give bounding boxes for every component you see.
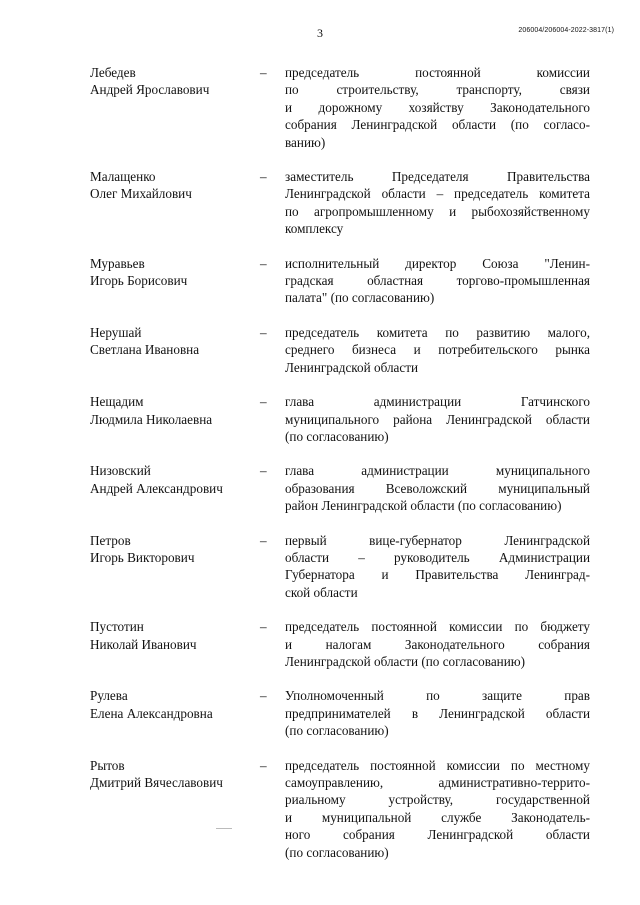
- position-line: градская областная торгово-промышленная: [285, 273, 590, 289]
- member-entry: [90, 532, 590, 602]
- member-entry: [90, 687, 590, 739]
- member-position: [285, 324, 590, 376]
- separator-dash: –: [260, 324, 267, 340]
- position-line: глава администрации Гатчинского: [285, 394, 590, 410]
- member-given-names: Игорь Викторович: [90, 549, 195, 565]
- member-position: [285, 757, 590, 861]
- separator-dash: –: [260, 255, 267, 271]
- member-surname: Нещадим: [90, 394, 144, 410]
- member-surname: Пустотин: [90, 619, 144, 635]
- position-line: (по согласованию): [285, 723, 389, 739]
- member-surname: Петров: [90, 532, 131, 548]
- document-id: 206004/206004-2022-3817(1): [518, 27, 614, 34]
- position-line: палата" (по согласованию): [285, 290, 435, 306]
- member-list: [90, 64, 590, 861]
- separator-dash: –: [260, 532, 267, 548]
- member-position: [285, 64, 590, 151]
- position-line: комплексу: [285, 221, 344, 237]
- member-surname: Низовский: [90, 463, 151, 479]
- member-given-names: Андрей Александрович: [90, 480, 223, 496]
- scan-mark: [216, 828, 232, 829]
- position-line: собрания Ленинградской области (по согласо-: [285, 117, 590, 133]
- member-surname: Муравьев: [90, 255, 145, 271]
- member-surname: Рулева: [90, 688, 128, 704]
- member-given-names: Олег Михайлович: [90, 186, 192, 202]
- member-position: [285, 255, 590, 307]
- member-entry: [90, 324, 590, 376]
- member-entry: [90, 64, 590, 151]
- position-line: председатель постоянной комиссии по местному: [285, 757, 590, 773]
- position-line: самоуправлению, административно-террито-: [285, 775, 590, 790]
- separator-dash: –: [260, 757, 267, 773]
- position-line: и дорожному хозяйству Законодательного: [285, 99, 590, 115]
- position-line: ской области: [285, 584, 358, 600]
- position-line: ванию): [285, 134, 326, 150]
- member-entry: [90, 393, 590, 445]
- position-line: муниципального района Ленинградской области: [285, 411, 590, 427]
- member-position: [285, 462, 590, 514]
- member-given-names: Елена Александровна: [90, 705, 213, 721]
- member-name: [90, 168, 255, 203]
- member-position: [285, 532, 590, 602]
- position-line: председатель комитета по развитию малого,: [285, 324, 590, 340]
- member-position: [285, 168, 590, 238]
- position-line: (по согласованию): [285, 844, 389, 860]
- position-line: области – руководитель Администрации: [285, 549, 590, 565]
- position-line: образования Всеволожский муниципальный: [285, 480, 590, 496]
- member-name: [90, 324, 255, 359]
- separator-dash: –: [260, 65, 267, 80]
- member-position: [285, 618, 590, 670]
- separator-dash: –: [260, 619, 267, 635]
- member-surname: Рытов: [90, 757, 125, 773]
- member-given-names: Дмитрий Вячеславович: [90, 775, 223, 790]
- member-entry: [90, 255, 590, 307]
- position-line: предпринимателей в Ленинградской области: [285, 705, 590, 721]
- separator-dash: –: [260, 688, 267, 704]
- position-line: первый вице-губернатор Ленинградской: [285, 532, 590, 548]
- position-line: (по согласованию): [285, 428, 389, 444]
- page-number: 3: [317, 26, 323, 40]
- position-line: ного собрания Ленинградской области: [285, 827, 590, 843]
- member-entry: [90, 618, 590, 670]
- position-line: Ленинградской области (по согласованию): [285, 653, 526, 669]
- position-line: Ленинградской области: [285, 359, 419, 375]
- position-line: заместитель Председателя Правительства: [285, 169, 590, 185]
- separator-dash: –: [260, 463, 267, 479]
- member-name: [90, 687, 255, 722]
- member-entry: [90, 757, 590, 861]
- member-surname: Лебедев: [90, 65, 136, 80]
- member-given-names: Андрей Ярославович: [90, 82, 210, 98]
- position-line: Ленинградской области – председатель комитета: [285, 186, 590, 202]
- member-surname: Малащенко: [90, 169, 156, 185]
- member-position: [285, 393, 590, 445]
- position-line: Уполномоченный по защите прав: [285, 688, 590, 704]
- separator-dash: –: [260, 394, 267, 410]
- position-line: глава администрации муниципального: [285, 463, 590, 479]
- position-line: по агропромышленному и рыбохозяйственному: [285, 203, 590, 219]
- position-line: исполнительный директор Союза "Ленин-: [285, 255, 590, 271]
- position-line: председатель постоянной комиссии по бюджету: [285, 619, 590, 635]
- member-entry: [90, 462, 590, 514]
- member-name: [90, 532, 255, 567]
- member-entry: [90, 168, 590, 238]
- position-line: риальному устройству, государственной: [285, 792, 590, 808]
- member-given-names: Светлана Ивановна: [90, 342, 200, 358]
- separator-dash: –: [260, 169, 267, 185]
- member-given-names: Игорь Борисович: [90, 273, 188, 289]
- position-line: и налогам Законодательного собрания: [285, 636, 590, 652]
- member-name: [90, 757, 255, 792]
- member-name: [90, 618, 255, 653]
- member-given-names: Николай Иванович: [90, 636, 197, 652]
- position-line: по строительству, транспорту, связи: [285, 82, 590, 98]
- member-given-names: Людмила Николаевна: [90, 411, 213, 427]
- position-line: Губернатора и Правительства Ленинград-: [285, 567, 590, 583]
- position-line: среднего бизнеса и потребительского рынка: [285, 342, 590, 358]
- member-position: [285, 687, 590, 739]
- member-name: [90, 255, 255, 290]
- member-name: [90, 462, 255, 497]
- position-line: и муниципальной службе Законодатель-: [285, 809, 590, 825]
- member-name: [90, 64, 255, 99]
- member-name: [90, 393, 255, 428]
- position-line: район Ленинградской области (по согласованию): [285, 498, 562, 514]
- member-surname: Нерушай: [90, 324, 142, 340]
- position-line: председатель постоянной комиссии: [285, 65, 590, 80]
